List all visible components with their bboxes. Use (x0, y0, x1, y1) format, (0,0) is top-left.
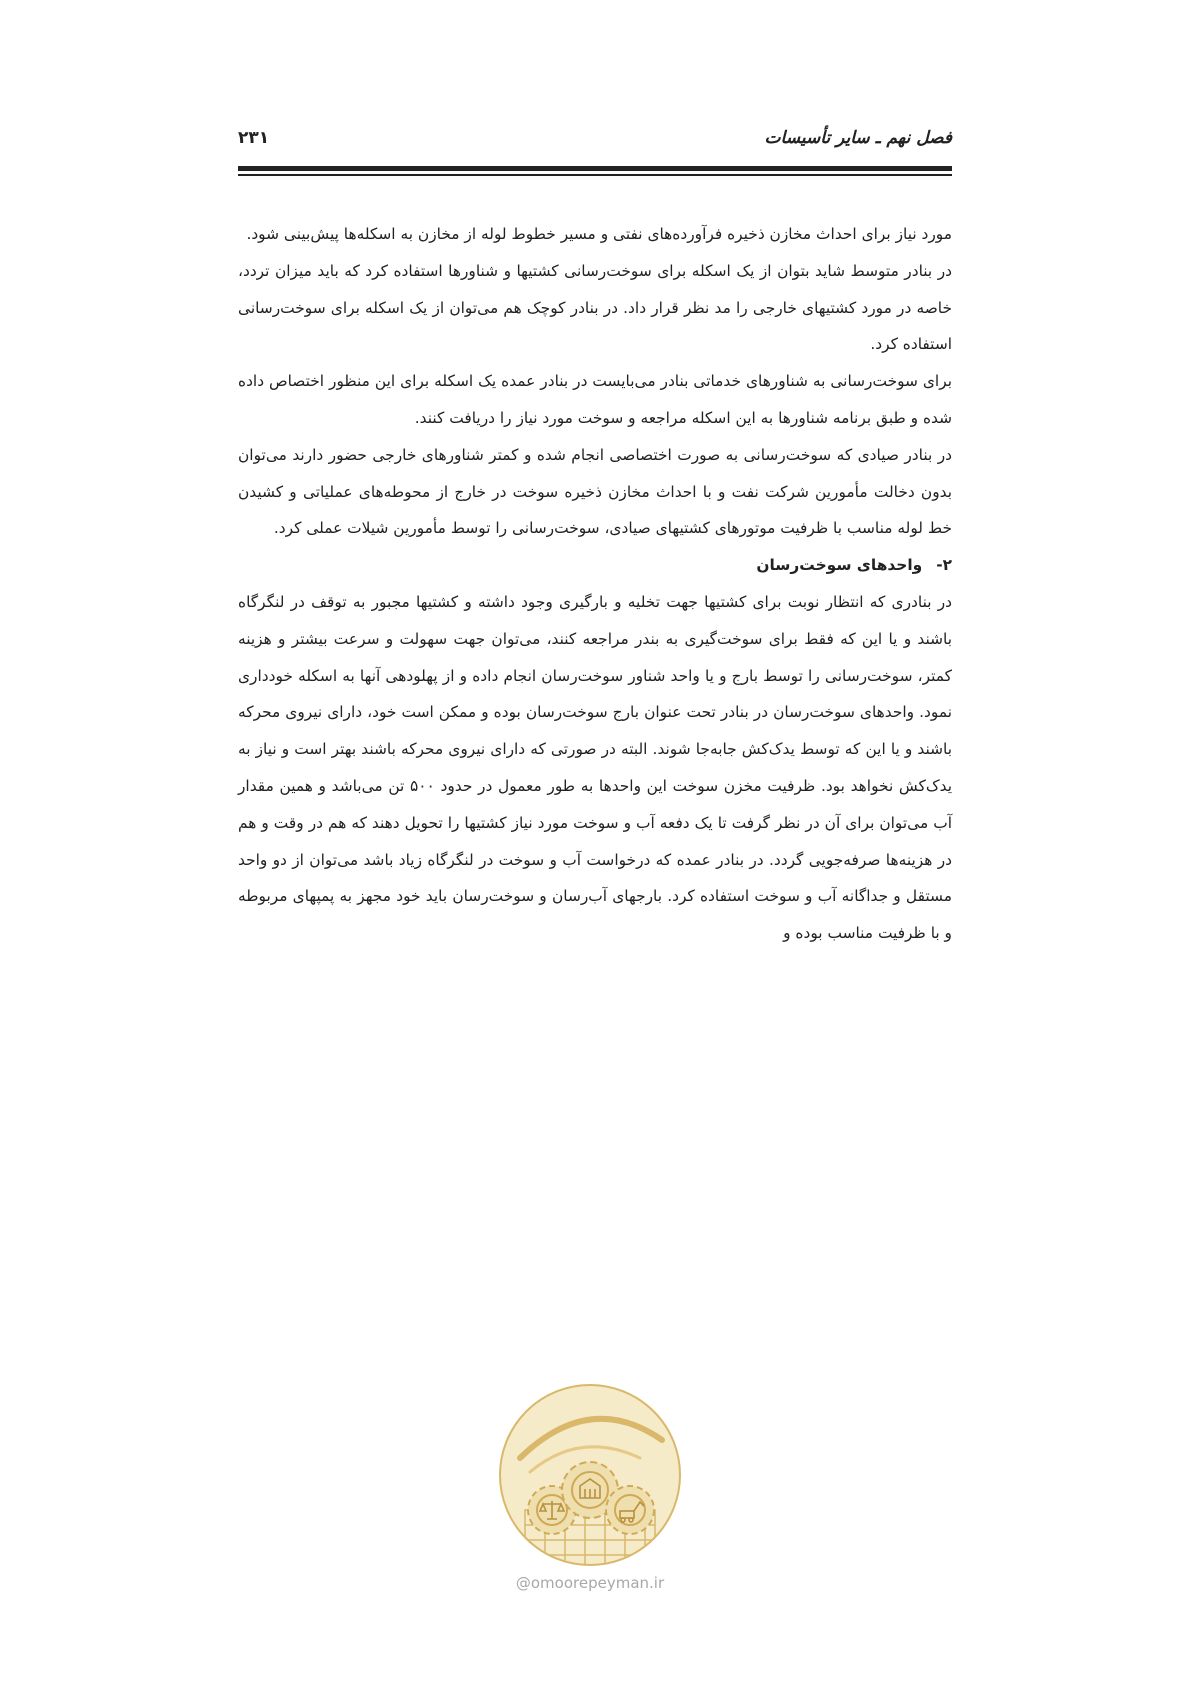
website-url: omoorepeyman.ir (530, 1574, 665, 1592)
page-header (238, 120, 952, 160)
body-text (238, 216, 952, 952)
section-paragraph: در بنادری که انتظار نوبت برای کشتیها جهت تخلیه و بارگیری وجود داشته و کشتیها مجبور به توقف در لنگرگاه باشند و یا این که فقط برای سوخت‌گیری به بندر مراجعه کنند، می‌توان جهت سهولت و سرعت بیشتر و هزینه کمتر، سوخت‌رسانی را توسط بارج و یا واحد شناور سوخت‌رسان انجام داده و از پهلودهی آنها به اسکله خودداری نمود. واحدهای سوخت‌رسان در بنادر تحت عنوان بارج سوخت‌رسان بوده و ممکن است خود، دارای نیروی محرکه باشند و یا این که توسط یدک‌کش جابه‌جا شوند. البته در صورتی که دارای نیروی محرکه باشند بهتر است و نیاز به یدک‌کش نخواهد بود. ظرفیت مخزن سوخت این واحدها به طور معمول در حدود ۵۰۰ تن می‌باشد و همین مقدار آب می‌توان برای آن در نظر گرفت تا یک دفعه آب و سوخت مورد نیاز کشتیها را تحویل دهند که هم در وقت و هم در هزینه‌ها صرفه‌جویی گردد. در بنادر عمده که درخواست آب و سوخت در لنگرگاه زیاد باشد می‌توان از دو واحد مستقل و جداگانه آب و سوخت استفاده کرد. بارجهای آب‌رسان و سوخت‌رسان باید خود مجهز به پمپهای مربوطه و با ظرفیت مناسب بوده و (238, 592, 952, 943)
chapter-title: فصل نهم ـ سایر تأسیسات (764, 128, 952, 148)
paragraph: در بنادر متوسط شاید بتوان از یک اسکله برای سوخت‌رسانی کشتیها و شناورها استفاده کرد که باید میزان تردد، خاصه در مورد کشتیهای خارجی را مد نظر قرار داد. در بنادر کوچک هم می‌توان از یک اسکله برای سوخت‌رسانی استفاده کرد. (238, 261, 952, 354)
section-title: واحدهای سوخت‌رسان (756, 556, 923, 575)
publisher-logo (490, 1380, 690, 1570)
section-number: ۲- (936, 556, 952, 575)
paragraph: مورد نیاز برای احداث مخازن ذخیره فرآورده‌های نفتی و مسیر خطوط لوله از مخازن به اسکله‌ها پیش‌بینی شود. (246, 225, 952, 243)
section-heading (238, 547, 952, 584)
at-icon: @ (515, 1574, 531, 1592)
header-rule-thin (238, 174, 952, 176)
paragraph: در بنادر صیادی که سوخت‌رسانی به صورت اختصاصی انجام شده و کمتر شناورهای خارجی حضور دارند می‌توان بدون دخالت مأمورین شرکت نفت و با احداث مخازن ذخیره سوخت در خارج از محوطه‌های عملیاتی و کشیدن خط لوله مناسب با ظرفیت موتورهای کشتیهای صیادی، سوخت‌رسانی را توسط مأمورین شیلات عملی کرد. (238, 445, 952, 538)
paragraph: برای سوخت‌رسانی به شناورهای خدماتی بنادر می‌بایست در بنادر عمده یک اسکله برای این منظور اختصاص داده شده و طبق برنامه شناورها به این اسکله مراجعه و سوخت مورد نیاز را دریافت کنند. (238, 372, 952, 427)
website-watermark (490, 1574, 690, 1592)
page-number: ۲۳۱ (238, 128, 270, 148)
header-rule (238, 166, 952, 177)
header-rule-thick (238, 166, 952, 171)
